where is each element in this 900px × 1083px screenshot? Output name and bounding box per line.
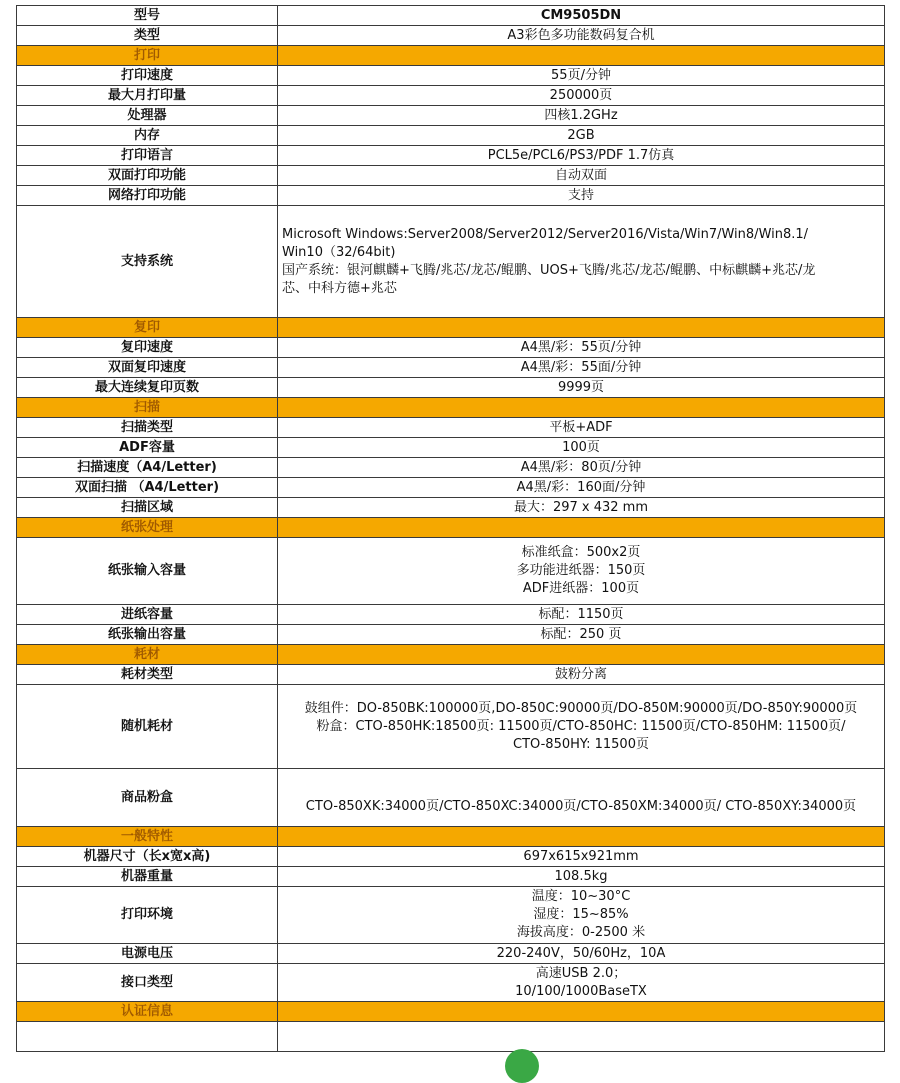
spec-value: CM9505DN: [278, 6, 885, 26]
section-filler: [278, 645, 885, 665]
spec-label: 随机耗材: [17, 685, 278, 769]
spec-label: 双面扫描 （A4/Letter): [17, 478, 278, 498]
spec-value: 100页: [278, 438, 885, 458]
spec-row: [17, 1022, 885, 1052]
section-header-row: [17, 398, 885, 418]
spec-value: 温度：10~30°C 湿度：15~85% 海拔高度：0-2500 米: [278, 887, 885, 944]
section-filler: [278, 827, 885, 847]
spec-table: [16, 5, 885, 1052]
spec-value: 标配：250 页: [278, 625, 885, 645]
section-title: 打印: [17, 46, 278, 66]
section-header-row: [17, 46, 885, 66]
spec-value: 55页/分钟: [278, 66, 885, 86]
spec-label: 扫描类型: [17, 418, 278, 438]
spec-label: [17, 1022, 278, 1052]
section-title: 纸张处理: [17, 518, 278, 538]
spec-table-body: [17, 6, 885, 1052]
spec-label: 类型: [17, 26, 278, 46]
spec-label: 处理器: [17, 106, 278, 126]
spec-row: [17, 86, 885, 106]
spec-label: 商品粉盒: [17, 769, 278, 827]
spec-value: 2GB: [278, 126, 885, 146]
spec-value: 鼓粉分离: [278, 665, 885, 685]
spec-label: 打印环境: [17, 887, 278, 944]
spec-row: [17, 769, 885, 827]
spec-label: 双面复印速度: [17, 358, 278, 378]
spec-value: 9999页: [278, 378, 885, 398]
section-title: 耗材: [17, 645, 278, 665]
spec-row: [17, 378, 885, 398]
spec-row: [17, 847, 885, 867]
spec-value: A4黑/彩：160面/分钟: [278, 478, 885, 498]
section-header-row: [17, 645, 885, 665]
spec-label: 支持系统: [17, 206, 278, 318]
spec-row: [17, 438, 885, 458]
certification-badge-icon: [505, 1049, 539, 1083]
spec-row: [17, 146, 885, 166]
spec-label: 耗材类型: [17, 665, 278, 685]
spec-row: [17, 166, 885, 186]
spec-label: 电源电压: [17, 944, 278, 964]
spec-label: 网络打印功能: [17, 186, 278, 206]
spec-row: [17, 358, 885, 378]
spec-value: Microsoft Windows:Server2008/Server2012/Server2016/Vista/Win7/Win8/Win8.1/ Win10（32/64bit) 国产系统：银河麒麟+飞腾/兆芯/龙芯/鲲鹏、UOS+飞腾/兆芯/龙芯/鲲鹏、中标麒麟+兆芯/龙 芯、中科方德+兆芯: [278, 206, 885, 318]
spec-row: [17, 206, 885, 318]
section-header-row: [17, 827, 885, 847]
spec-row: [17, 26, 885, 46]
spec-row: [17, 126, 885, 146]
spec-row: [17, 944, 885, 964]
spec-value: 标准纸盒：500x2页 多功能进纸器：150页 ADF进纸器：100页: [278, 538, 885, 605]
spec-label: 打印语言: [17, 146, 278, 166]
spec-value: 鼓组件：DO-850BK:100000页,DO-850C:90000页/DO-850M:90000页/DO-850Y:90000页 粉盒：CTO-850HK:18500页: 11500页/CTO-850HC: 11500页/CTO-850HM: 11500页/ CTO-850HY: 11500页: [278, 685, 885, 769]
spec-value: PCL5e/PCL6/PS3/PDF 1.7仿真: [278, 146, 885, 166]
spec-label: 扫描速度（A4/Letter): [17, 458, 278, 478]
spec-label: 机器尺寸（长x宽x高): [17, 847, 278, 867]
spec-label: 双面打印功能: [17, 166, 278, 186]
spec-row: [17, 887, 885, 944]
section-header-row: [17, 318, 885, 338]
spec-row: [17, 186, 885, 206]
section-filler: [278, 46, 885, 66]
spec-label: 型号: [17, 6, 278, 26]
spec-value: 250000页: [278, 86, 885, 106]
spec-label: ADF容量: [17, 438, 278, 458]
spec-row: [17, 106, 885, 126]
spec-row: [17, 418, 885, 438]
spec-label: 纸张输出容量: [17, 625, 278, 645]
section-title: 认证信息: [17, 1002, 278, 1022]
spec-label: 接口类型: [17, 964, 278, 1002]
section-filler: [278, 398, 885, 418]
spec-row: [17, 458, 885, 478]
spec-label: 复印速度: [17, 338, 278, 358]
spec-row: [17, 338, 885, 358]
spec-row: [17, 665, 885, 685]
spec-value: A4黑/彩：55页/分钟: [278, 338, 885, 358]
spec-label: 扫描区域: [17, 498, 278, 518]
spec-row: [17, 6, 885, 26]
spec-value: A4黑/彩：80页/分钟: [278, 458, 885, 478]
spec-value: CTO-850XK:34000页/CTO-850XC:34000页/CTO-850XM:34000页/ CTO-850XY:34000页: [278, 769, 885, 827]
spec-row: [17, 685, 885, 769]
spec-label: 进纸容量: [17, 605, 278, 625]
section-title: 一般特性: [17, 827, 278, 847]
spec-label: 最大连续复印页数: [17, 378, 278, 398]
spec-label: 纸张输入容量: [17, 538, 278, 605]
spec-row: [17, 66, 885, 86]
spec-value: A3彩色多功能数码复合机: [278, 26, 885, 46]
spec-value: 平板+ADF: [278, 418, 885, 438]
spec-value: 自动双面: [278, 166, 885, 186]
spec-value: 最大：297 x 432 mm: [278, 498, 885, 518]
spec-value: 标配：1150页: [278, 605, 885, 625]
spec-label: 打印速度: [17, 66, 278, 86]
spec-row: [17, 538, 885, 605]
spec-value: 220-240V，50/60Hz，10A: [278, 944, 885, 964]
spec-value: 支持: [278, 186, 885, 206]
spec-row: [17, 964, 885, 1002]
section-filler: [278, 1002, 885, 1022]
spec-row: [17, 867, 885, 887]
spec-row: [17, 498, 885, 518]
section-header-row: [17, 1002, 885, 1022]
spec-label: 最大月打印量: [17, 86, 278, 106]
section-title: 复印: [17, 318, 278, 338]
section-title: 扫描: [17, 398, 278, 418]
spec-value: 108.5kg: [278, 867, 885, 887]
spec-row: [17, 478, 885, 498]
section-header-row: [17, 518, 885, 538]
section-filler: [278, 318, 885, 338]
spec-label: 内存: [17, 126, 278, 146]
spec-value: 697x615x921mm: [278, 847, 885, 867]
spec-value: A4黑/彩：55面/分钟: [278, 358, 885, 378]
spec-value: 四核1.2GHz: [278, 106, 885, 126]
spec-row: [17, 625, 885, 645]
spec-row: [17, 605, 885, 625]
spec-value: [278, 1022, 885, 1052]
spec-value: 高速USB 2.0； 10/100/1000BaseTX: [278, 964, 885, 1002]
spec-label: 机器重量: [17, 867, 278, 887]
section-filler: [278, 518, 885, 538]
